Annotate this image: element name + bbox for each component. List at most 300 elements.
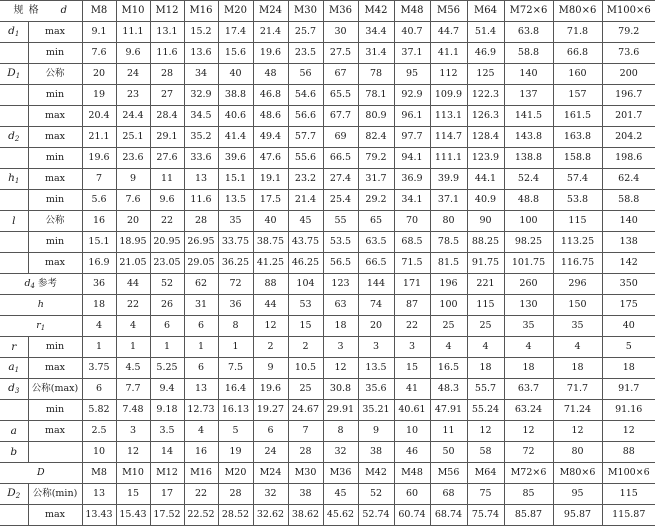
- table-cell: 4: [467, 337, 504, 358]
- table-cell: 32: [253, 484, 288, 505]
- table-cell: 48.6: [253, 106, 288, 127]
- table-cell: 90: [467, 211, 504, 232]
- table-cell: 9: [253, 358, 288, 379]
- table-cell: 63.24: [504, 400, 553, 421]
- row-label-cell: [0, 316, 82, 337]
- row-symbol-sub: 2: [15, 492, 21, 500]
- table-cell: 88: [253, 274, 288, 295]
- table-cell: 221: [467, 274, 504, 295]
- row-symbol-cell: [0, 85, 28, 106]
- table-cell: 11.6: [150, 43, 184, 64]
- table-cell: 32: [323, 442, 358, 463]
- table-cell: 25: [288, 379, 323, 400]
- table-cell: 63.8: [504, 22, 553, 43]
- table-cell: 28: [150, 64, 184, 85]
- table-cell: 13.5: [218, 190, 253, 211]
- table-cell: 140: [602, 211, 655, 232]
- table-cell: 50: [430, 442, 467, 463]
- table-row: [0, 505, 655, 526]
- table-cell: M30: [288, 463, 323, 484]
- table-cell: 38: [288, 484, 323, 505]
- row-symbol-cell: [0, 442, 28, 463]
- table-cell: 80: [430, 211, 467, 232]
- table-row: [0, 64, 655, 85]
- table-cell: 113.25: [553, 232, 602, 253]
- table-cell: 32.62: [253, 505, 288, 526]
- table-cell: 10.5: [288, 358, 323, 379]
- table-cell: 24: [253, 442, 288, 463]
- table-cell: 35: [218, 211, 253, 232]
- row-symbol: a: [10, 424, 17, 437]
- table-cell: 45: [288, 211, 323, 232]
- row-sublabel: min: [28, 232, 82, 253]
- row-symbol-cell: [0, 232, 28, 253]
- table-cell: 36.9: [394, 169, 430, 190]
- table-cell: 68.5: [394, 232, 430, 253]
- row-symbol-cell: [0, 379, 28, 400]
- table-cell: 53.5: [323, 232, 358, 253]
- table-cell: 12: [467, 421, 504, 442]
- header-size-cell: M56: [430, 1, 467, 22]
- table-cell: 71.5: [394, 253, 430, 274]
- table-cell: 44: [253, 295, 288, 316]
- table-cell: 2: [288, 337, 323, 358]
- table-cell: 19.1: [253, 169, 288, 190]
- table-cell: 7.5: [218, 358, 253, 379]
- row-symbol-cell: [0, 421, 28, 442]
- table-cell: 17: [150, 484, 184, 505]
- table-cell: 66.5: [358, 253, 394, 274]
- table-cell: 17.52: [150, 505, 184, 526]
- table-cell: 45: [323, 484, 358, 505]
- table-cell: 6: [253, 421, 288, 442]
- header-title-symbol: d: [60, 5, 68, 16]
- table-cell: 19.6: [253, 43, 288, 64]
- row-symbol: d: [8, 130, 15, 142]
- table-cell: 34.4: [358, 22, 394, 43]
- table-cell: 55.7: [467, 379, 504, 400]
- table-cell: 88: [602, 442, 655, 463]
- header-size-cell: M12: [150, 1, 184, 22]
- table-row: [0, 358, 655, 379]
- row-sublabel: max: [28, 169, 82, 190]
- table-cell: 34.1: [394, 190, 430, 211]
- table-cell: 21.4: [253, 22, 288, 43]
- table-cell: 40.61: [394, 400, 430, 421]
- table-cell: 13: [82, 484, 116, 505]
- table-cell: 198.6: [602, 148, 655, 169]
- table-cell: 28: [288, 442, 323, 463]
- table-cell: 8: [218, 316, 253, 337]
- table-cell: 27.4: [323, 169, 358, 190]
- header-size-cell: M10: [116, 1, 150, 22]
- table-cell: 171: [394, 274, 430, 295]
- table-cell: 34: [184, 64, 218, 85]
- table-cell: 40.6: [218, 106, 253, 127]
- row-symbol-cell: [0, 253, 28, 274]
- table-cell: 201.7: [602, 106, 655, 127]
- table-cell: 163.8: [553, 127, 602, 148]
- table-cell: 140: [504, 64, 553, 85]
- table-cell: 35: [553, 316, 602, 337]
- table-cell: 78.5: [430, 232, 467, 253]
- table-cell: 52: [358, 484, 394, 505]
- table-cell: 35.6: [358, 379, 394, 400]
- table-cell: 11.6: [184, 190, 218, 211]
- table-cell: 3.5: [150, 421, 184, 442]
- table-cell: 9.1: [82, 22, 116, 43]
- table-cell: 25: [430, 316, 467, 337]
- table-cell: 5: [218, 421, 253, 442]
- table-cell: 68: [430, 484, 467, 505]
- table-cell: M64: [467, 463, 504, 484]
- header-row: [0, 1, 655, 22]
- table-cell: 28.52: [218, 505, 253, 526]
- table-cell: 35: [504, 316, 553, 337]
- table-row: [0, 421, 655, 442]
- table-cell: 296: [553, 274, 602, 295]
- header-size-cell: M8: [82, 1, 116, 22]
- table-row: [0, 442, 655, 463]
- table-cell: 138.8: [504, 148, 553, 169]
- table-cell: 38: [358, 442, 394, 463]
- table-cell: 15.2: [184, 22, 218, 43]
- table-cell: 60: [394, 484, 430, 505]
- table-cell: 7: [288, 421, 323, 442]
- table-cell: 7.6: [116, 190, 150, 211]
- table-cell: 22: [184, 484, 218, 505]
- table-cell: 78.1: [358, 85, 394, 106]
- table-cell: 13: [184, 379, 218, 400]
- table-cell: 19: [218, 442, 253, 463]
- row-symbol-cell: [0, 505, 28, 526]
- table-cell: 31.4: [358, 43, 394, 64]
- table-cell: 13: [184, 169, 218, 190]
- table-cell: 115: [602, 484, 655, 505]
- row-sublabel: min: [28, 85, 82, 106]
- table-cell: 53.8: [553, 190, 602, 211]
- table-cell: 71.7: [553, 379, 602, 400]
- table-cell: 28: [218, 484, 253, 505]
- table-cell: 20: [116, 211, 150, 232]
- table-cell: 2.5: [82, 421, 116, 442]
- table-cell: 79.2: [602, 22, 655, 43]
- table-cell: M56: [430, 463, 467, 484]
- table-cell: 39.6: [218, 148, 253, 169]
- table-cell: 1: [82, 337, 116, 358]
- table-cell: 7: [82, 169, 116, 190]
- table-cell: 95: [394, 64, 430, 85]
- table-cell: 27.6: [150, 148, 184, 169]
- header-size-cell: M80×6: [553, 1, 602, 22]
- table-cell: 67.7: [323, 106, 358, 127]
- table-cell: 52.74: [358, 505, 394, 526]
- table-cell: 10: [394, 421, 430, 442]
- table-cell: 41.1: [430, 43, 467, 64]
- table-cell: M16: [184, 463, 218, 484]
- row-symbol-cell: [0, 64, 28, 85]
- row-label-cell: [0, 274, 82, 295]
- table-cell: 71.8: [553, 22, 602, 43]
- table-cell: 16.4: [218, 379, 253, 400]
- table-cell: 161.5: [553, 106, 602, 127]
- table-cell: 21.4: [288, 190, 323, 211]
- table-cell: 31.7: [358, 169, 394, 190]
- table-cell: 71.24: [553, 400, 602, 421]
- table-cell: 160: [553, 64, 602, 85]
- table-cell: 9.6: [116, 43, 150, 64]
- table-cell: 37.1: [430, 190, 467, 211]
- row-symbol-sub: 3: [14, 387, 20, 395]
- row-sublabel: 公称(min): [28, 484, 82, 505]
- table-cell: 25.4: [323, 190, 358, 211]
- table-cell: 10: [82, 442, 116, 463]
- table-cell: M72×6: [504, 463, 553, 484]
- table-cell: 111.1: [430, 148, 467, 169]
- table-cell: 40.9: [467, 190, 504, 211]
- table-cell: 4: [553, 337, 602, 358]
- table-cell: 3: [358, 337, 394, 358]
- table-cell: 47.6: [253, 148, 288, 169]
- header-size-cell: M42: [358, 1, 394, 22]
- table-cell: 27: [150, 85, 184, 106]
- header-size-cell: M24: [253, 1, 288, 22]
- table-cell: 9.18: [150, 400, 184, 421]
- table-cell: 52: [150, 274, 184, 295]
- table-cell: 15: [288, 316, 323, 337]
- table-cell: 19.27: [253, 400, 288, 421]
- table-cell: 67: [323, 64, 358, 85]
- row-symbol-cell: [0, 190, 28, 211]
- table-row: [0, 337, 655, 358]
- table-row: [0, 106, 655, 127]
- table-cell: 58.8: [504, 43, 553, 64]
- table-cell: 25: [467, 316, 504, 337]
- table-cell: 41.25: [253, 253, 288, 274]
- table-cell: 6: [184, 358, 218, 379]
- table-cell: 116.75: [553, 253, 602, 274]
- table-cell: 57.7: [288, 127, 323, 148]
- table-cell: 23.2: [288, 169, 323, 190]
- table-cell: 62.4: [602, 169, 655, 190]
- table-cell: 72: [218, 274, 253, 295]
- table-cell: 46: [394, 442, 430, 463]
- table-cell: 9.4: [150, 379, 184, 400]
- table-cell: 26.95: [184, 232, 218, 253]
- table-cell: 150: [553, 295, 602, 316]
- table-cell: 48.3: [430, 379, 467, 400]
- table-cell: 87: [394, 295, 430, 316]
- row-sublabel: max: [28, 421, 82, 442]
- table-cell: 81.5: [430, 253, 467, 274]
- table-cell: 40: [602, 316, 655, 337]
- table-cell: 40.7: [394, 22, 430, 43]
- table-cell: 200: [602, 64, 655, 85]
- table-cell: 113.1: [430, 106, 467, 127]
- header-size-cell: M20: [218, 1, 253, 22]
- table-cell: 16.9: [82, 253, 116, 274]
- table-cell: 40: [218, 64, 253, 85]
- table-cell: 56: [288, 64, 323, 85]
- row-symbol: D: [7, 67, 16, 79]
- table-cell: 30.8: [323, 379, 358, 400]
- table-cell: 20.95: [150, 232, 184, 253]
- table-cell: 29.2: [358, 190, 394, 211]
- table-cell: 15.43: [116, 505, 150, 526]
- table-cell: 66.8: [553, 43, 602, 64]
- table-cell: 32.9: [184, 85, 218, 106]
- row-sublabel: min: [28, 400, 82, 421]
- table-cell: M20: [218, 463, 253, 484]
- row-symbol: r: [36, 319, 41, 331]
- header-title-cell: [0, 1, 82, 22]
- table-cell: 4.5: [116, 358, 150, 379]
- table-cell: 46.25: [288, 253, 323, 274]
- row-symbol-sub: 1: [14, 366, 20, 374]
- row-symbol-cell: [0, 169, 28, 190]
- table-cell: 9.6: [150, 190, 184, 211]
- table-cell: 48.8: [504, 190, 553, 211]
- row-symbol: d: [24, 277, 31, 289]
- table-cell: 143.8: [504, 127, 553, 148]
- header-size-cell: M16: [184, 1, 218, 22]
- table-cell: 24.67: [288, 400, 323, 421]
- table-cell: 21.05: [116, 253, 150, 274]
- table-cell: 3: [394, 337, 430, 358]
- table-cell: 128.4: [467, 127, 504, 148]
- table-cell: 13.1: [150, 22, 184, 43]
- table-cell: 5.82: [82, 400, 116, 421]
- table-cell: 175: [602, 295, 655, 316]
- table-row: [0, 148, 655, 169]
- table-cell: 51.4: [467, 22, 504, 43]
- row-symbol: h: [37, 299, 44, 311]
- table-cell: 112: [430, 64, 467, 85]
- row-symbol-cell: [0, 22, 28, 43]
- table-cell: 41: [394, 379, 430, 400]
- table-cell: 15: [116, 484, 150, 505]
- table-cell: 4: [430, 337, 467, 358]
- table-cell: 26: [150, 295, 184, 316]
- table-cell: 55: [323, 211, 358, 232]
- table-cell: 7.7: [116, 379, 150, 400]
- table-cell: 5.25: [150, 358, 184, 379]
- table-cell: 49.4: [253, 127, 288, 148]
- table-row: [0, 169, 655, 190]
- table-cell: 97.7: [394, 127, 430, 148]
- row-symbol: d: [8, 25, 15, 37]
- table-cell: 62: [184, 274, 218, 295]
- table-cell: 1: [218, 337, 253, 358]
- row-symbol: r: [11, 340, 17, 353]
- header-size-cell: M64: [467, 1, 504, 22]
- row-symbol-cell: [0, 106, 28, 127]
- table-row: [0, 85, 655, 106]
- table-cell: 35.2: [184, 127, 218, 148]
- table-cell: 98.25: [504, 232, 553, 253]
- table-cell: 29.91: [323, 400, 358, 421]
- table-cell: 109.9: [430, 85, 467, 106]
- table-cell: M100×6: [602, 463, 655, 484]
- table-cell: 5: [602, 337, 655, 358]
- table-cell: 6: [150, 316, 184, 337]
- table-cell: 35.21: [358, 400, 394, 421]
- table-cell: 4: [82, 316, 116, 337]
- table-cell: 24.4: [116, 106, 150, 127]
- table-cell: 12: [553, 421, 602, 442]
- table-cell: 7.6: [82, 43, 116, 64]
- table-cell: 22: [150, 211, 184, 232]
- table-cell: 37.1: [394, 43, 430, 64]
- table-cell: 34.5: [184, 106, 218, 127]
- table-cell: 39.9: [430, 169, 467, 190]
- row-symbol-cell: [0, 148, 28, 169]
- table-cell: 30: [323, 22, 358, 43]
- row-symbol-cell: [0, 337, 28, 358]
- table-cell: 31: [184, 295, 218, 316]
- table-cell: 24: [116, 64, 150, 85]
- row-sublabel: max: [28, 22, 82, 43]
- table-cell: 138: [602, 232, 655, 253]
- table-cell: 56.6: [288, 106, 323, 127]
- row-symbol-cell: [0, 400, 28, 421]
- table-cell: 65.5: [323, 85, 358, 106]
- table-row: [0, 253, 655, 274]
- table-cell: 126.3: [467, 106, 504, 127]
- table-cell: 13.6: [184, 43, 218, 64]
- row-label-cell: [0, 295, 82, 316]
- table-cell: 41.4: [218, 127, 253, 148]
- table-cell: 14: [150, 442, 184, 463]
- table-cell: 20: [358, 316, 394, 337]
- table-cell: 9: [116, 169, 150, 190]
- spec-table-body: [0, 1, 655, 526]
- table-cell: 101.75: [504, 253, 553, 274]
- table-cell: 204.2: [602, 127, 655, 148]
- table-cell: 18.95: [116, 232, 150, 253]
- table-cell: 196.7: [602, 85, 655, 106]
- table-cell: 12.73: [184, 400, 218, 421]
- table-row: [0, 379, 655, 400]
- table-cell: 12: [323, 358, 358, 379]
- table-cell: 43.75: [288, 232, 323, 253]
- table-cell: 18: [553, 358, 602, 379]
- table-cell: 12: [116, 442, 150, 463]
- table-cell: 44.7: [430, 22, 467, 43]
- table-cell: 52.4: [504, 169, 553, 190]
- table-cell: 46.8: [253, 85, 288, 106]
- table-cell: 115.87: [602, 505, 655, 526]
- table-cell: 28.4: [150, 106, 184, 127]
- table-cell: 68.74: [430, 505, 467, 526]
- table-cell: 122.3: [467, 85, 504, 106]
- table-cell: 19: [82, 85, 116, 106]
- table-cell: 3.75: [82, 358, 116, 379]
- table-cell: 15.1: [218, 169, 253, 190]
- table-cell: 15.1: [82, 232, 116, 253]
- table-cell: 20.4: [82, 106, 116, 127]
- table-cell: 142: [602, 253, 655, 274]
- table-cell: 91.16: [602, 400, 655, 421]
- header-size-cell: M100×6: [602, 1, 655, 22]
- table-cell: 75: [467, 484, 504, 505]
- row-sublabel: max: [28, 253, 82, 274]
- table-cell: 350: [602, 274, 655, 295]
- table-cell: 25.1: [116, 127, 150, 148]
- table-cell: 16: [82, 211, 116, 232]
- row-sublabel: [28, 442, 82, 463]
- table-cell: 12: [602, 421, 655, 442]
